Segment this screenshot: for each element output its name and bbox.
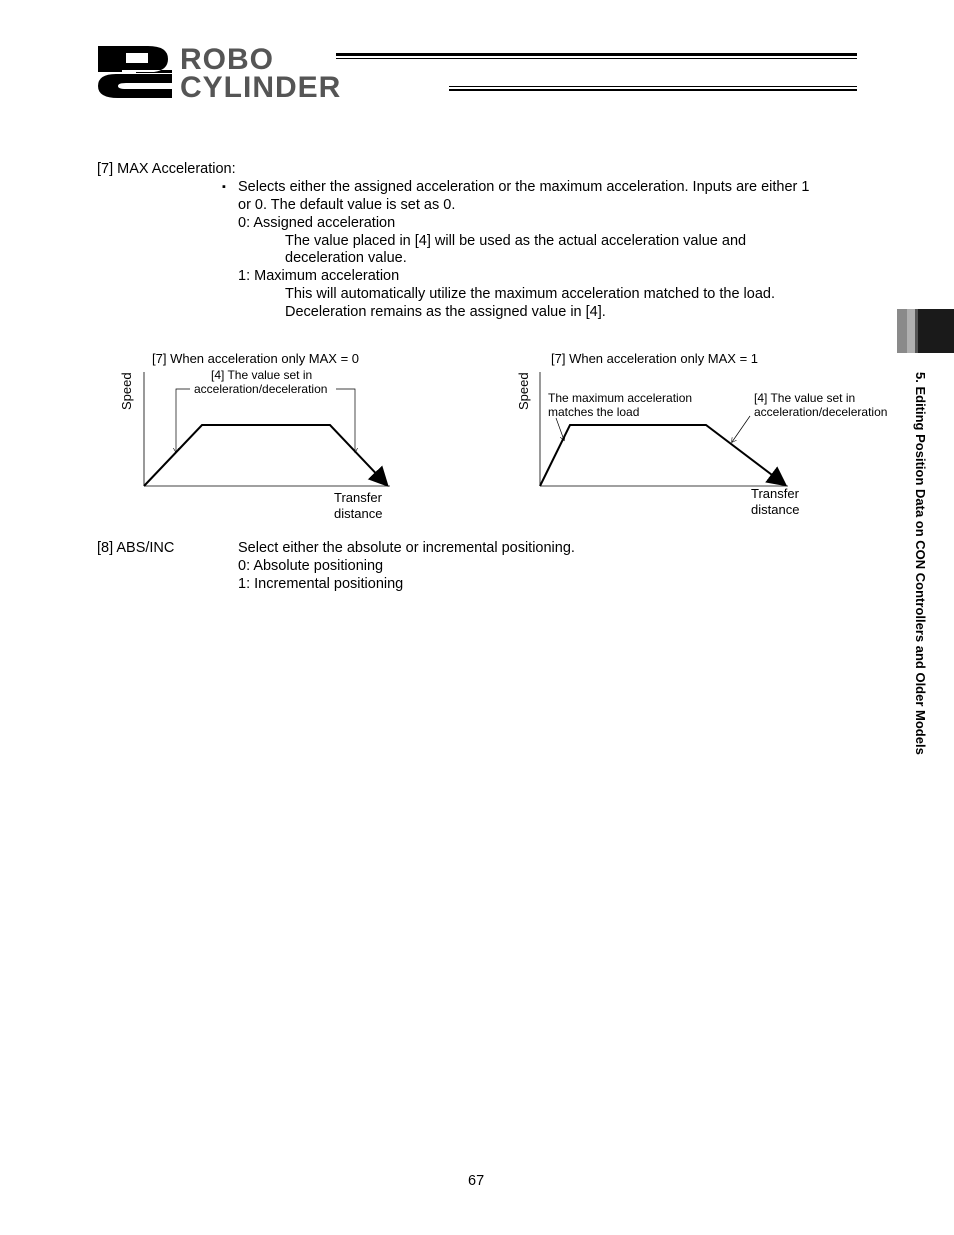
section-7-desc-line-2: or 0. The default value is set as 0. xyxy=(238,197,456,213)
diagram-right-note-b-line-2: acceleration/deceleration xyxy=(754,405,888,419)
diagram-left-x-label-line-2: distance xyxy=(334,506,383,521)
diagram-right-note-a-line-2: matches the load xyxy=(548,405,640,419)
diagram-right-x-label-line-1: Transfer xyxy=(751,486,799,501)
option-1-label: 1: Maximum acceleration xyxy=(238,268,400,284)
header-logo xyxy=(96,42,441,100)
bullet-marker: ▪ xyxy=(222,181,226,193)
logo-line-1: ROBO xyxy=(180,43,274,76)
side-chapter-label: 5. Editing Position Data on CON Controllers and Older Models xyxy=(913,372,928,755)
option-0-label: 0: Assigned acceleration xyxy=(238,215,396,231)
page-number: 67 xyxy=(468,1173,485,1189)
header-rule-bottom-thick xyxy=(449,89,857,91)
diagram-right-y-label: Speed xyxy=(516,372,531,410)
section-8-heading: [8] ABS/INC xyxy=(97,540,175,556)
diagram-right-x-label-line-2: distance xyxy=(751,502,800,517)
header-rule-bottom-thin xyxy=(449,86,857,87)
speed-profile xyxy=(540,425,784,486)
diagram-left-note-line-2: acceleration/deceleration xyxy=(194,382,328,396)
diagram-right-note-a-line-1: The maximum acceleration xyxy=(548,391,693,405)
section-8-desc: Select either the absolute or incremental positioning. xyxy=(238,540,575,556)
option-0-desc-line-1: The value placed in [4] will be used as the actual acceleration value and xyxy=(285,233,747,249)
section-8-option-0: 0: Absolute positioning xyxy=(238,558,384,574)
logo-line-2: CYLINDER xyxy=(180,71,342,100)
diagram-left-plot xyxy=(140,370,400,492)
diagram-left-title: [7] When acceleration only MAX = 0 xyxy=(152,351,360,366)
section-7-desc-line-1: Selects either the assigned acceleration or the maximum acceleration. Inputs are either 1 xyxy=(238,179,810,195)
header-rule-top-thin xyxy=(336,58,857,59)
diagram-left-x-label-line-1: Transfer xyxy=(334,490,382,505)
diagram-right-title: [7] When acceleration only MAX = 1 xyxy=(551,351,759,366)
option-1-desc-line-1: This will automatically utilize the maximum acceleration matched to the load. xyxy=(285,286,775,302)
section-8-option-1: 1: Incremental positioning xyxy=(238,576,404,592)
diagram-right-plot xyxy=(536,370,796,492)
section-7-heading: [7] MAX Acceleration: xyxy=(97,161,236,177)
option-1-desc-line-2: Deceleration remains as the assigned value in [4]. xyxy=(285,304,606,320)
diagram-left-y-label: Speed xyxy=(119,372,134,410)
speed-profile xyxy=(144,425,386,486)
rc-monogram-icon xyxy=(98,46,172,98)
diagram-right-note-b-line-1: [4] The value set in xyxy=(754,391,856,405)
option-0-desc-line-2: deceleration value. xyxy=(285,250,407,266)
diagram-left-note-line-1: [4] The value set in xyxy=(211,368,313,382)
side-chapter-tab xyxy=(897,309,954,353)
header-rule-top-thick xyxy=(336,53,857,56)
